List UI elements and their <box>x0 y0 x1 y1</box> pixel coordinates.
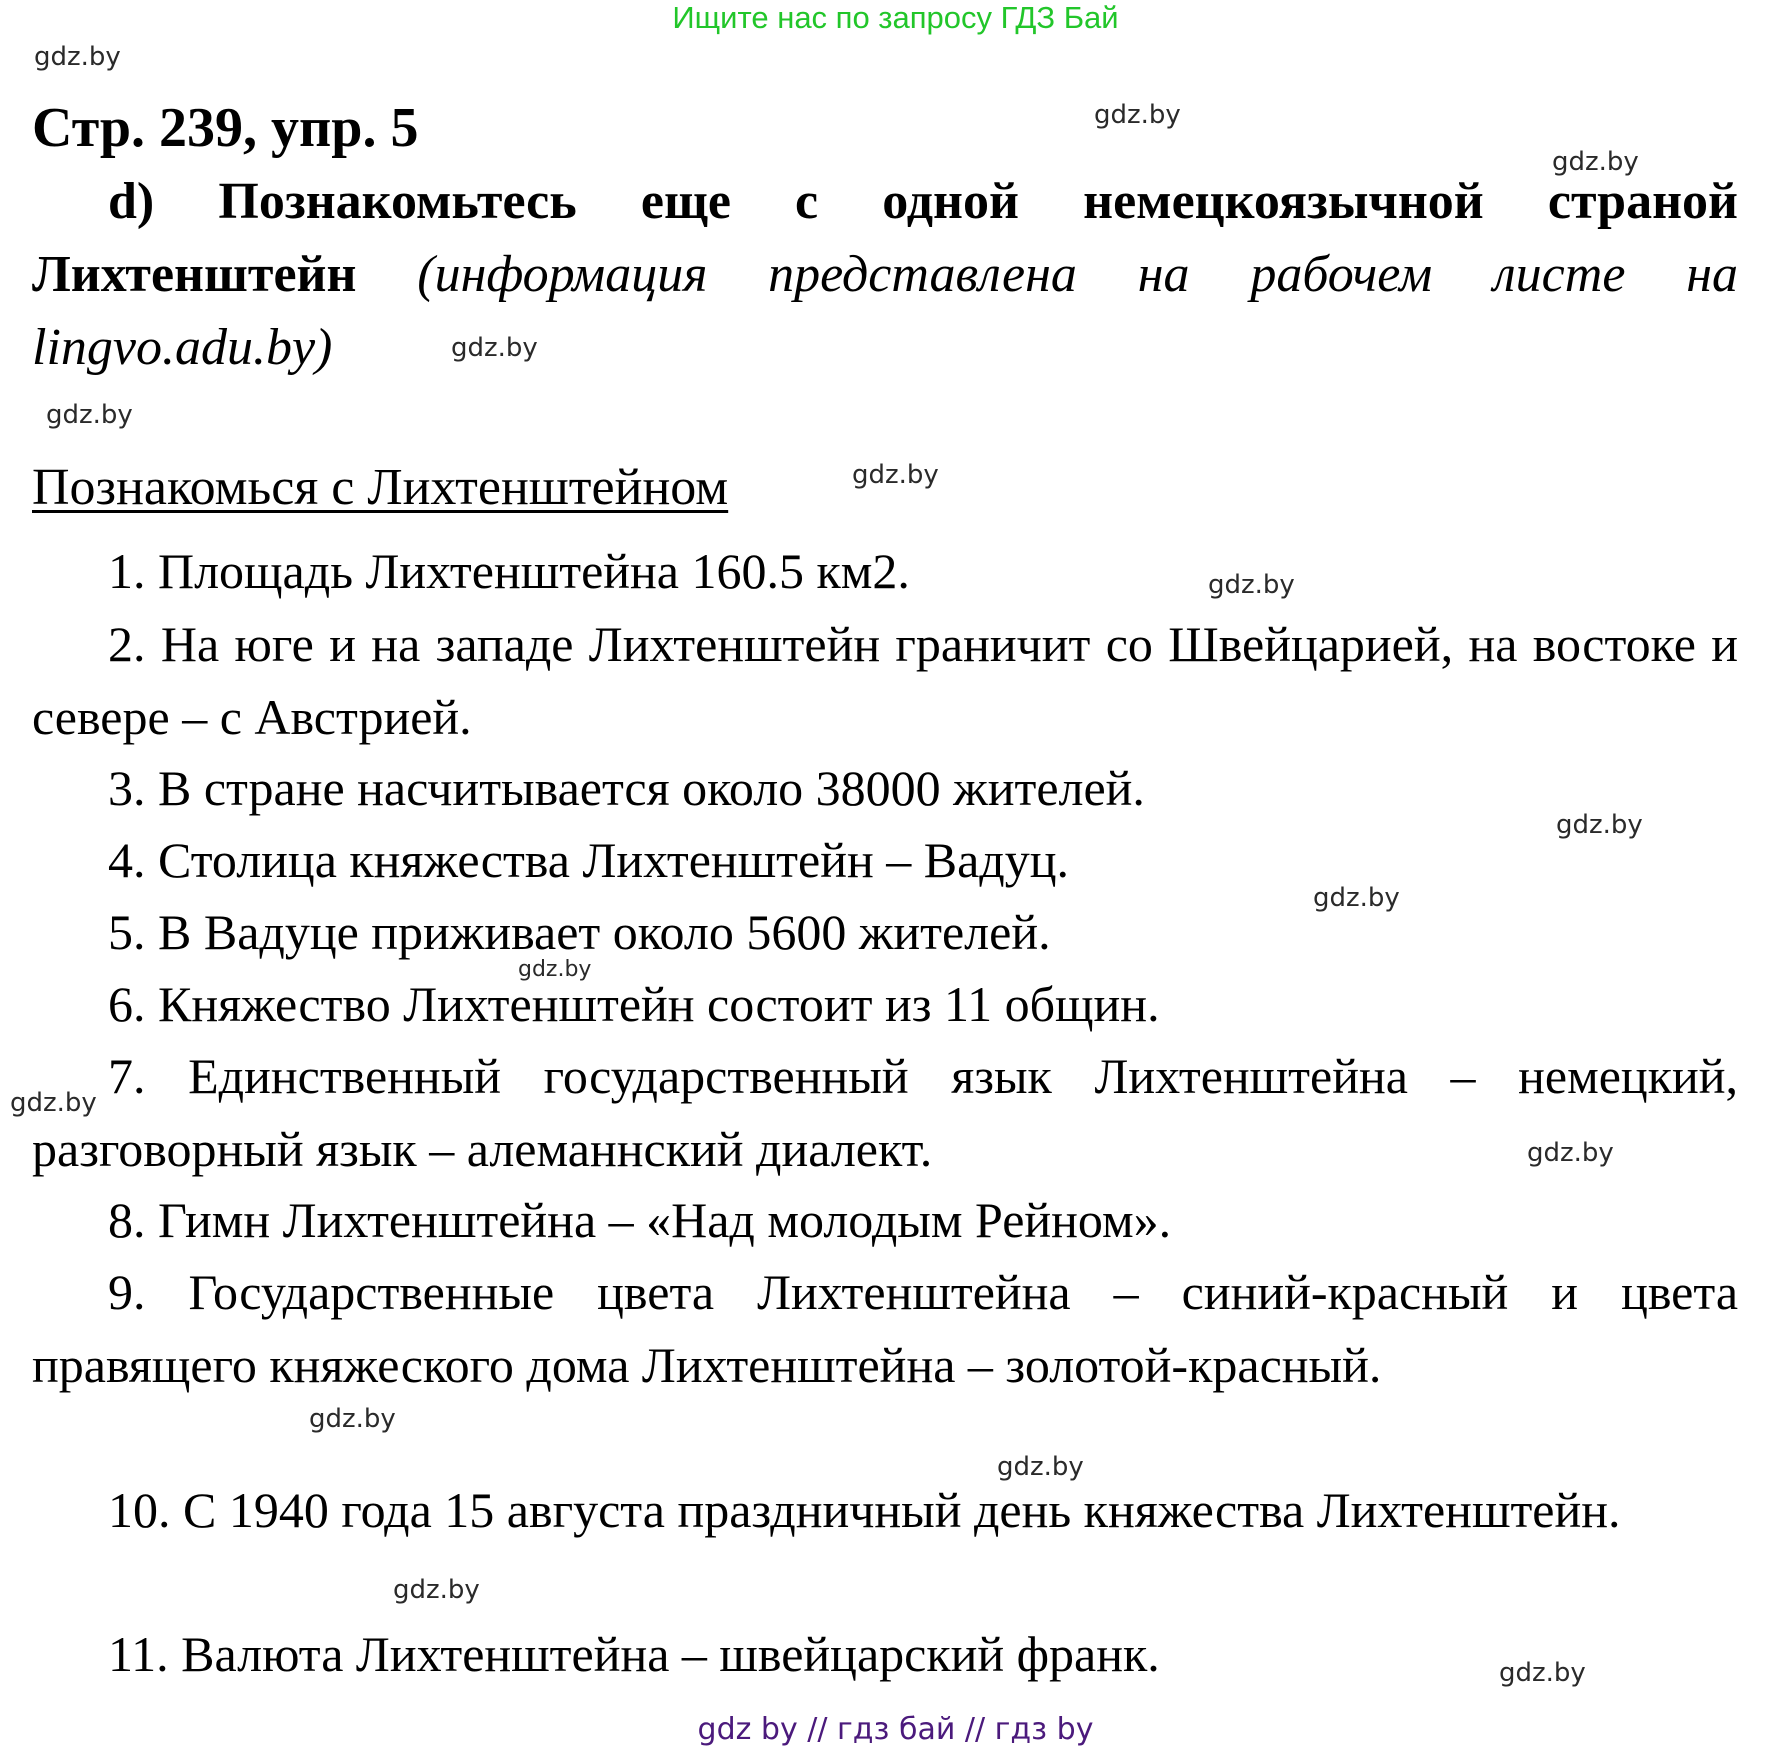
page-title: Стр. 239, упр. 5 <box>32 97 419 159</box>
watermark: gdz.by <box>1556 810 1643 840</box>
watermark: gdz.by <box>451 333 538 363</box>
list-item: 7. Единственный государственный язык Лихтенштейна – немецкий, разговорный язык – алеманнский диалект. <box>32 1048 1739 1177</box>
watermark: gdz.by <box>1527 1138 1614 1168</box>
list-item: 3. В стране насчитывается около 38000 жителей. <box>108 760 1145 816</box>
task-bold-text: Познакомьтесь еще с одной немецкоязычной страной Лихтенштейн <box>32 173 1738 303</box>
watermark: gdz.by <box>1499 1658 1586 1688</box>
list-item: 5. В Вадуце приживает около 5600 жителей. <box>108 904 1051 960</box>
search-banner: Ищите нас по запросу ГДЗ Бай <box>672 0 1119 35</box>
list-item: 8. Гимн Лихтенштейна – «Над молодым Рейном». <box>108 1192 1172 1248</box>
list-item: 2. На юге и на западе Лихтенштейн граничит со Швейцарией, на востоке и севере – с Австрией. <box>32 616 1738 745</box>
watermark: gdz.by <box>10 1088 97 1118</box>
watermark: gdz.by <box>1313 883 1400 913</box>
list-item: 6. Княжество Лихтенштейн состоит из 11 общин. <box>108 976 1160 1032</box>
list-item: 10. С 1940 года 15 августа праздничный день княжества Лихтенштейн. <box>108 1482 1621 1538</box>
watermark: gdz.by <box>34 42 121 72</box>
list-item: 11. Валюта Лихтенштейна – швейцарский франк. <box>108 1626 1160 1682</box>
watermark: gdz.by <box>852 460 939 490</box>
watermark: gdz.by <box>518 957 592 982</box>
watermark: gdz.by <box>1552 147 1639 177</box>
watermark: gdz.by <box>393 1575 480 1605</box>
watermark: gdz.by <box>997 1452 1084 1482</box>
section-subheading: Познакомься с Лихтенштейном <box>32 459 729 516</box>
task-source-note: (информация представлена на рабочем листе на lingvo.adu.by) <box>32 246 1738 376</box>
watermark: gdz.by <box>1208 570 1295 600</box>
task-label: d) <box>108 173 155 230</box>
watermark: gdz.by <box>1094 100 1181 130</box>
list-item: 9. Государственные цвета Лихтенштейна – синий-красный и цвета правящего княжеского дома Лихтенштейна – золотой-красный. <box>32 1264 1739 1393</box>
watermark: gdz.by <box>309 1404 396 1434</box>
list-item: 4. Столица княжества Лихтенштейн – Вадуц. <box>108 832 1069 888</box>
footer-links: gdz by // гдз бай // гдз by <box>697 1712 1094 1747</box>
task-statement <box>32 165 1738 384</box>
list-item: 1. Площадь Лихтенштейна 160.5 км2. <box>108 543 910 599</box>
watermark: gdz.by <box>46 400 133 430</box>
